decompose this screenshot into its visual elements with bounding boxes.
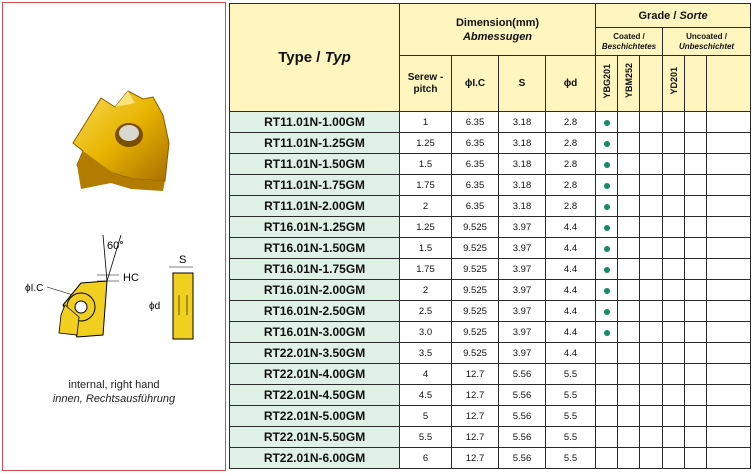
pitch-cell: 5 [400, 406, 452, 427]
grade-empty-cell [663, 280, 685, 301]
grade-empty-cell [640, 385, 663, 406]
ic-cell: 12.7 [452, 448, 499, 469]
s-cell: 3.97 [499, 301, 546, 322]
d-header: ϕd [546, 56, 596, 112]
grade-empty-cell [663, 322, 685, 343]
d-cell: 5.5 [546, 427, 596, 448]
ic-cell: 12.7 [452, 364, 499, 385]
grade-ybg201-header: YBG201 [596, 56, 618, 112]
type-cell: RT22.01N-6.00GM [230, 448, 400, 469]
table-row [230, 133, 751, 154]
grade-empty-cell [640, 301, 663, 322]
grade-ybg201-cell [596, 280, 618, 301]
table-row [230, 343, 751, 364]
grade-empty-cell [685, 301, 707, 322]
pitch-cell: 1.5 [400, 154, 452, 175]
pitch-cell: 1 [400, 112, 452, 133]
grade-empty-cell [663, 343, 685, 364]
grade-empty-cell [707, 175, 751, 196]
angle-label: 60° [107, 240, 124, 252]
ic-cell: 6.35 [452, 154, 499, 175]
table-row [230, 175, 751, 196]
grade-empty-cell [685, 406, 707, 427]
pitch-cell: 5.5 [400, 427, 452, 448]
s-cell: 3.97 [499, 343, 546, 364]
grade-empty-cell [640, 175, 663, 196]
insert-3d-image [3, 3, 225, 203]
s-cell: 3.97 [499, 238, 546, 259]
pitch-cell: 4.5 [400, 385, 452, 406]
grade-ybg201-cell [596, 259, 618, 280]
grade-empty-cell [707, 427, 751, 448]
pitch-cell: 1.75 [400, 259, 452, 280]
grade-empty-cell [663, 448, 685, 469]
type-cell: RT16.01N-1.50GM [230, 238, 400, 259]
d-cell: 5.5 [546, 406, 596, 427]
d-cell: 5.5 [546, 364, 596, 385]
type-cell: RT22.01N-3.50GM [230, 343, 400, 364]
table-row [230, 322, 751, 343]
grade-empty-cell [707, 133, 751, 154]
grade-empty-cell [618, 322, 640, 343]
grade-empty-cell [618, 343, 640, 364]
grade-empty-cell [618, 196, 640, 217]
type-cell: RT22.01N-5.50GM [230, 427, 400, 448]
grade-empty-cell [640, 322, 663, 343]
type-cell: RT16.01N-2.50GM [230, 301, 400, 322]
ic-cell: 12.7 [452, 406, 499, 427]
availability-dot-icon [604, 120, 610, 126]
grade-blank2-header [685, 56, 707, 112]
grade-empty-cell [618, 427, 640, 448]
type-cell: RT16.01N-1.75GM [230, 259, 400, 280]
grade-empty-cell [685, 259, 707, 280]
grade-header: Grade / Sorte [596, 4, 751, 28]
grade-empty-cell [663, 175, 685, 196]
grade-empty-cell [640, 112, 663, 133]
grade-empty-cell [663, 112, 685, 133]
table-row [230, 196, 751, 217]
grade-empty-cell [707, 406, 751, 427]
availability-dot-icon [604, 309, 610, 315]
caption-english: internal, right hand [68, 379, 160, 391]
grade-empty-cell [707, 448, 751, 469]
grade-empty-cell [618, 364, 640, 385]
ic-cell: 6.35 [452, 133, 499, 154]
grade-empty-cell [663, 427, 685, 448]
grade-empty-cell [707, 322, 751, 343]
availability-dot-icon [604, 183, 610, 189]
s-cell: 5.56 [499, 364, 546, 385]
table-row [230, 301, 751, 322]
grade-ybg201-cell [596, 301, 618, 322]
grade-empty-cell [707, 112, 751, 133]
table-row [230, 448, 751, 469]
pitch-cell: 1.25 [400, 133, 452, 154]
type-header: Type / Typ [230, 4, 400, 112]
d-cell: 4.4 [546, 217, 596, 238]
grade-ybg201-cell [596, 112, 618, 133]
grade-ybm252-header: YBM252 [618, 56, 640, 112]
grade-empty-cell [618, 154, 640, 175]
table-row [230, 280, 751, 301]
grade-empty-cell [685, 343, 707, 364]
d-cell: 2.8 [546, 175, 596, 196]
s-cell: 3.97 [499, 217, 546, 238]
ic-cell: 9.525 [452, 343, 499, 364]
grade-empty-cell [663, 364, 685, 385]
table-row [230, 385, 751, 406]
grade-ybg201-cell [596, 196, 618, 217]
grade-empty-cell [618, 217, 640, 238]
type-cell: RT16.01N-3.00GM [230, 322, 400, 343]
table-row [230, 259, 751, 280]
table-row [230, 238, 751, 259]
grade-empty-cell [685, 154, 707, 175]
s-cell: 5.56 [499, 385, 546, 406]
ic-cell: 9.525 [452, 322, 499, 343]
insert-dimension-diagram [3, 235, 225, 355]
grade-empty-cell [640, 448, 663, 469]
grade-empty-cell [618, 112, 640, 133]
product-illustration-panel [2, 2, 226, 471]
grade-empty-cell [640, 364, 663, 385]
ic-cell: 6.35 [452, 175, 499, 196]
grade-empty-cell [640, 154, 663, 175]
ic-cell: 6.35 [452, 196, 499, 217]
grade-empty-cell [640, 406, 663, 427]
grade-ybg201-cell [596, 238, 618, 259]
grade-empty-cell [685, 133, 707, 154]
grade-empty-cell [663, 217, 685, 238]
grade-empty-cell [618, 406, 640, 427]
ic-cell: 6.35 [452, 112, 499, 133]
grade-empty-cell [618, 175, 640, 196]
grade-empty-cell [640, 343, 663, 364]
grade-empty-cell [663, 259, 685, 280]
spec-table-panel [229, 3, 751, 470]
s-cell: 3.18 [499, 112, 546, 133]
s-cell: 5.56 [499, 448, 546, 469]
grade-empty-cell [663, 133, 685, 154]
type-cell: RT22.01N-4.50GM [230, 385, 400, 406]
ic-cell: 9.525 [452, 259, 499, 280]
d-cell: 4.4 [546, 259, 596, 280]
coated-header: Coated / Beschichtetes [596, 28, 663, 56]
grade-empty-cell [685, 196, 707, 217]
table-row [230, 406, 751, 427]
s-cell: 3.18 [499, 133, 546, 154]
grade-empty-cell [685, 238, 707, 259]
grade-blank-header [640, 56, 663, 112]
grade-empty-cell [640, 217, 663, 238]
grade-empty-cell [685, 322, 707, 343]
grade-empty-cell [663, 385, 685, 406]
grade-empty-cell [707, 343, 751, 364]
uncoated-header: Uncoated / Unbeschichtet [663, 28, 751, 56]
grade-empty-cell [707, 280, 751, 301]
grade-empty-cell [618, 301, 640, 322]
grade-empty-cell [663, 154, 685, 175]
pitch-cell: 2 [400, 280, 452, 301]
s-cell: 3.18 [499, 196, 546, 217]
ic-cell: 12.7 [452, 427, 499, 448]
grade-empty-cell [663, 406, 685, 427]
type-cell: RT22.01N-5.00GM [230, 406, 400, 427]
type-cell: RT11.01N-1.00GM [230, 112, 400, 133]
grade-ybg201-cell [596, 322, 618, 343]
ic-cell: 12.7 [452, 385, 499, 406]
d-cell: 4.4 [546, 322, 596, 343]
caption-german: innen, Rechtsausführung [52, 393, 176, 405]
grade-empty-cell [618, 385, 640, 406]
grade-empty-cell [663, 238, 685, 259]
grade-empty-cell [707, 154, 751, 175]
ic-header: ϕI.C [452, 56, 499, 112]
availability-dot-icon [604, 162, 610, 168]
grade-empty-cell [640, 259, 663, 280]
ic-label: ϕI.C [25, 283, 44, 294]
ic-cell: 9.525 [452, 217, 499, 238]
grade-empty-cell [618, 448, 640, 469]
spec-table [229, 3, 751, 469]
availability-dot-icon [604, 288, 610, 294]
type-cell: RT11.01N-2.00GM [230, 196, 400, 217]
s-header: S [499, 56, 546, 112]
grade-ybg201-cell [596, 385, 618, 406]
pitch-cell: 1.25 [400, 217, 452, 238]
table-row [230, 427, 751, 448]
ic-cell: 9.525 [452, 280, 499, 301]
pitch-cell: 1.75 [400, 175, 452, 196]
d-cell: 4.4 [546, 343, 596, 364]
d-cell: 2.8 [546, 196, 596, 217]
type-cell: RT22.01N-4.00GM [230, 364, 400, 385]
grade-empty-cell [707, 301, 751, 322]
availability-dot-icon [604, 141, 610, 147]
availability-dot-icon [604, 204, 610, 210]
grade-empty-cell [685, 448, 707, 469]
s-cell: 3.18 [499, 154, 546, 175]
grade-empty-cell [663, 301, 685, 322]
grade-empty-cell [685, 427, 707, 448]
grade-empty-cell [707, 385, 751, 406]
grade-empty-cell [618, 238, 640, 259]
grade-empty-cell [663, 196, 685, 217]
grade-empty-cell [707, 196, 751, 217]
spec-table-body [230, 112, 751, 469]
table-row [230, 217, 751, 238]
grade-empty-cell [640, 133, 663, 154]
d-cell: 5.5 [546, 385, 596, 406]
availability-dot-icon [604, 330, 610, 336]
s-cell: 3.97 [499, 322, 546, 343]
pitch-cell: 4 [400, 364, 452, 385]
table-row [230, 112, 751, 133]
grade-ybg201-cell [596, 217, 618, 238]
type-cell: RT11.01N-1.50GM [230, 154, 400, 175]
pitch-cell: 3.0 [400, 322, 452, 343]
grade-empty-cell [707, 238, 751, 259]
grade-ybg201-cell [596, 175, 618, 196]
grade-empty-cell [640, 280, 663, 301]
table-row [230, 364, 751, 385]
grade-ybg201-cell [596, 406, 618, 427]
pitch-cell: 6 [400, 448, 452, 469]
pitch-cell: 3.5 [400, 343, 452, 364]
type-cell: RT16.01N-2.00GM [230, 280, 400, 301]
pitch-cell: 1.5 [400, 238, 452, 259]
availability-dot-icon [604, 225, 610, 231]
availability-dot-icon [604, 246, 610, 252]
grade-ybg201-cell [596, 448, 618, 469]
grade-empty-cell [618, 133, 640, 154]
pitch-cell: 2 [400, 196, 452, 217]
grade-empty-cell [640, 238, 663, 259]
grade-empty-cell [685, 217, 707, 238]
s-cell: 3.18 [499, 175, 546, 196]
grade-empty-cell [685, 112, 707, 133]
d-cell: 4.4 [546, 280, 596, 301]
grade-ybg201-cell [596, 133, 618, 154]
ic-cell: 9.525 [452, 238, 499, 259]
grade-ybg201-cell [596, 364, 618, 385]
s-label: S [179, 254, 187, 266]
s-cell: 5.56 [499, 427, 546, 448]
d-cell: 2.8 [546, 112, 596, 133]
grade-ybg201-cell [596, 154, 618, 175]
grade-empty-cell [685, 364, 707, 385]
d-cell: 2.8 [546, 133, 596, 154]
availability-dot-icon [604, 267, 610, 273]
grade-empty-cell [707, 259, 751, 280]
d-cell: 4.4 [546, 238, 596, 259]
table-row [230, 154, 751, 175]
grade-ybg201-cell [596, 427, 618, 448]
grade-empty-cell [640, 196, 663, 217]
d-cell: 2.8 [546, 154, 596, 175]
grade-empty-cell [640, 427, 663, 448]
grade-empty-cell [618, 280, 640, 301]
type-cell: RT16.01N-1.25GM [230, 217, 400, 238]
d-label: ϕd [149, 301, 161, 312]
grade-blank3-header [707, 56, 751, 112]
ic-cell: 9.525 [452, 301, 499, 322]
s-cell: 5.56 [499, 406, 546, 427]
grade-ybg201-cell [596, 343, 618, 364]
s-cell: 3.97 [499, 280, 546, 301]
hc-label: HC [123, 272, 139, 284]
d-cell: 5.5 [546, 448, 596, 469]
pitch-header: Serew -pitch [400, 56, 452, 112]
grade-empty-cell [707, 217, 751, 238]
dimension-header: Dimension(mm) Abmessugen [400, 4, 596, 56]
type-cell: RT11.01N-1.75GM [230, 175, 400, 196]
grade-empty-cell [707, 364, 751, 385]
grade-yd201-header: YD201 [663, 56, 685, 112]
grade-empty-cell [618, 259, 640, 280]
type-cell: RT11.01N-1.25GM [230, 133, 400, 154]
grade-empty-cell [685, 385, 707, 406]
s-cell: 3.97 [499, 259, 546, 280]
pitch-cell: 2.5 [400, 301, 452, 322]
grade-empty-cell [685, 280, 707, 301]
d-cell: 4.4 [546, 301, 596, 322]
grade-empty-cell [685, 175, 707, 196]
